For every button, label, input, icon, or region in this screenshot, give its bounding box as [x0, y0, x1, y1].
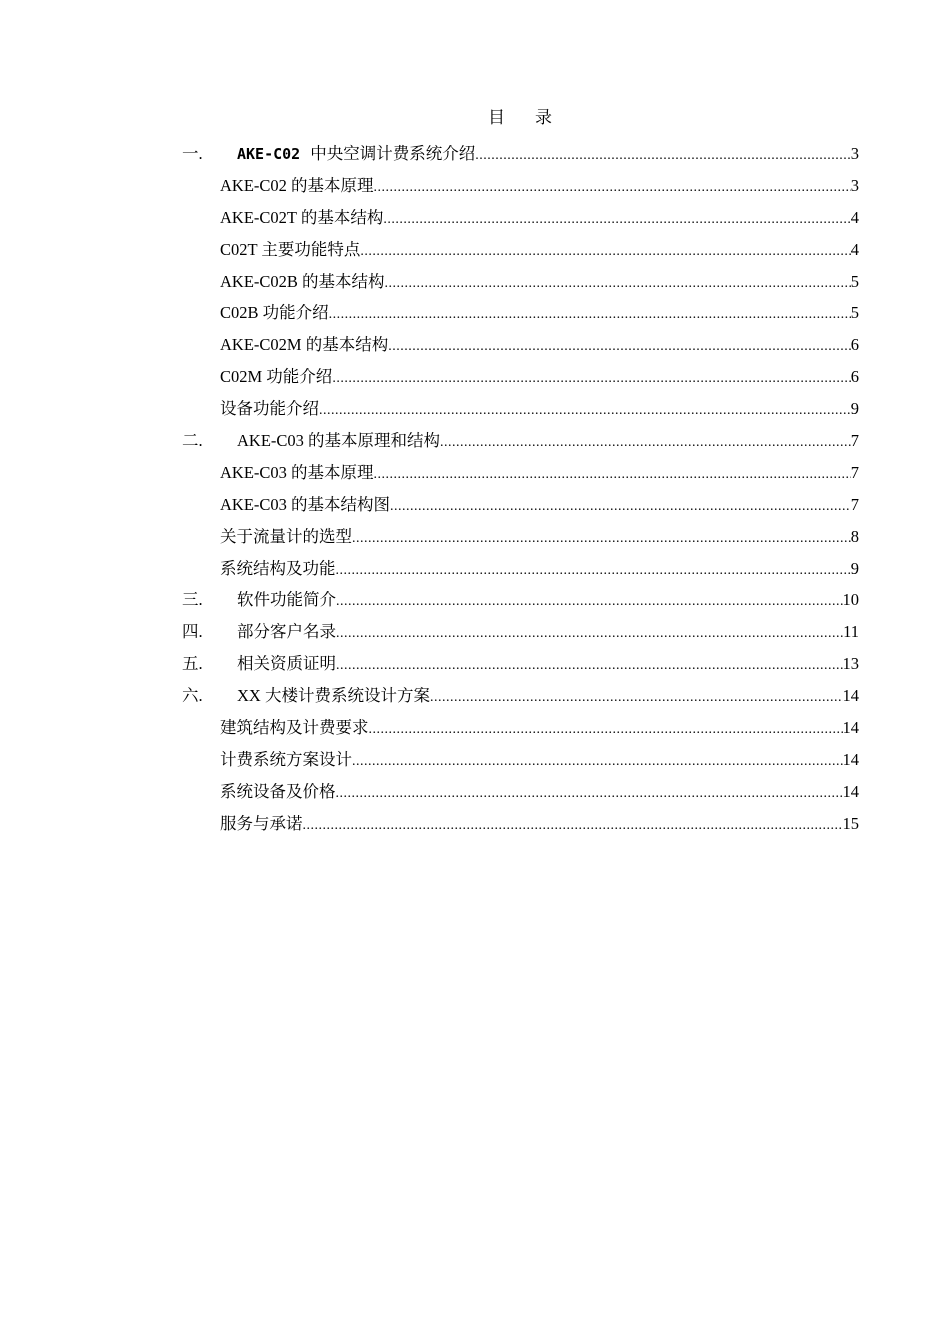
toc-page-number: 6: [850, 367, 859, 387]
toc-entry-label: 软件功能简介: [237, 590, 336, 610]
toc-entry-title: [237, 616, 336, 648]
toc-page-number: 7: [850, 462, 859, 482]
toc-entry-label: AKE-C02M 的基本结构: [220, 335, 389, 355]
toc-dot-leader: [336, 778, 843, 810]
toc-dot-leader: [374, 459, 851, 491]
toc-entry-label: 系统结构及功能: [220, 558, 336, 578]
toc-entry-title: [220, 776, 336, 808]
toc-page-number: 7: [850, 431, 859, 451]
toc-section-entry[interactable]: [182, 329, 859, 361]
toc-entry-label: 中央空调计费系统介绍: [310, 144, 476, 163]
toc-page-number: 13: [842, 654, 859, 674]
toc-entry-label: 计费系统方案设计: [220, 749, 352, 769]
toc-page-number: 3: [850, 144, 859, 163]
toc-title: [0, 103, 950, 128]
toc-entry-title: [220, 170, 374, 202]
toc-dot-leader: [336, 586, 843, 618]
toc-dot-leader: [336, 555, 851, 587]
toc-entry-title: [220, 393, 319, 425]
toc-page-number: 4: [850, 239, 859, 259]
toc-page-number: 3: [850, 175, 859, 195]
toc-entry-label: 相关资质证明: [237, 654, 336, 674]
toc-section-entry[interactable]: [182, 712, 859, 744]
toc-page-number: 14: [842, 718, 859, 738]
toc-dot-leader: [374, 172, 851, 204]
toc-entry-title: [220, 266, 385, 298]
toc-entry-title: [220, 234, 360, 266]
toc-entry-number: 五.: [182, 654, 203, 674]
toc-entry-number: 三.: [182, 590, 203, 610]
toc-dot-leader: [430, 682, 843, 714]
toc-entry-label: 建筑结构及计费要求: [220, 718, 369, 738]
toc-entry-label: C02T 主要功能特点: [220, 239, 361, 259]
toc-page-number: 10: [842, 590, 859, 610]
toc-page-number: 6: [850, 335, 859, 355]
toc-section-entry[interactable]: [182, 521, 859, 553]
toc-chapter-entry[interactable]: [182, 680, 859, 712]
toc-entry-title: [237, 648, 336, 680]
toc-dot-leader: [336, 650, 843, 682]
toc-entry-label: C02B 功能介绍: [220, 303, 329, 323]
toc-entry-label: AKE-C03 的基本结构图: [220, 494, 391, 514]
toc-section-entry[interactable]: [182, 297, 859, 329]
toc-entry-title: [220, 361, 332, 393]
toc-entry-title: [220, 489, 390, 521]
toc-dot-leader: [388, 331, 851, 363]
toc-entry-label: AKE-C02T 的基本结构: [220, 207, 384, 227]
toc-section-entry[interactable]: [182, 489, 859, 521]
toc-entry-title: [237, 138, 475, 171]
toc-page-number: 5: [850, 303, 859, 323]
toc-page-number: 15: [842, 813, 859, 833]
toc-entry-number: 一.: [182, 144, 203, 163]
toc-entry-label: 系统设备及价格: [220, 781, 336, 801]
toc-dot-leader: [329, 299, 851, 331]
toc-section-entry[interactable]: [182, 202, 859, 234]
toc-title-left: 目: [488, 108, 505, 127]
toc-section-entry[interactable]: [182, 457, 859, 489]
toc-entry-title: [220, 808, 303, 840]
toc-section-entry[interactable]: [182, 266, 859, 298]
toc-entry-number: 二.: [182, 431, 203, 451]
toc-dot-leader: [332, 363, 850, 395]
toc-section-entry[interactable]: [182, 234, 859, 266]
toc-entry-label: AKE-C03 的基本原理: [220, 462, 374, 482]
toc-dot-leader: [369, 714, 843, 746]
toc-chapter-entry[interactable]: [182, 648, 859, 680]
toc-page-number: 9: [850, 399, 859, 419]
toc-dot-leader: [352, 523, 851, 555]
toc-entry-code: AKE-C02: [237, 145, 301, 163]
toc-section-entry[interactable]: [182, 808, 859, 840]
toc-dot-leader: [303, 810, 843, 842]
toc-entry-number: 六.: [182, 686, 203, 706]
toc-entry-title: [220, 712, 369, 744]
table-of-contents: [182, 138, 859, 840]
toc-dot-leader: [475, 140, 851, 172]
toc-entry-title: [220, 744, 352, 776]
toc-entry-label: 服务与承诺: [220, 813, 303, 833]
toc-entry-title: [237, 680, 430, 712]
toc-entry-label: XX 大楼计费系统设计方案: [237, 686, 430, 706]
toc-entry-title: [220, 553, 336, 585]
toc-entry-label: AKE-C02 的基本原理: [220, 175, 374, 195]
toc-entry-label: AKE-C02B 的基本结构: [220, 271, 385, 291]
toc-dot-leader: [440, 427, 851, 459]
toc-dot-leader: [390, 491, 851, 523]
toc-entry-number: 四.: [182, 622, 203, 642]
toc-section-entry[interactable]: [182, 553, 859, 585]
toc-chapter-entry[interactable]: [182, 425, 859, 457]
toc-dot-leader: [336, 618, 843, 650]
toc-page-number: 14: [842, 749, 859, 769]
toc-page-number: 9: [850, 558, 859, 578]
toc-chapter-entry[interactable]: [182, 138, 859, 170]
toc-entry-title: [220, 521, 352, 553]
toc-dot-leader: [385, 268, 851, 300]
toc-dot-leader: [360, 236, 850, 268]
toc-page-number: 8: [850, 526, 859, 546]
toc-entry-label: C02M 功能介绍: [220, 367, 333, 387]
toc-page-number: 14: [842, 781, 859, 801]
toc-dot-leader: [383, 204, 850, 236]
toc-entry-label: AKE-C03 的基本原理和结构: [237, 431, 441, 451]
toc-section-entry[interactable]: [182, 361, 859, 393]
toc-dot-leader: [319, 395, 851, 427]
toc-page-number: 5: [850, 271, 859, 291]
toc-title-right: 录: [535, 108, 552, 127]
toc-entry-title: [237, 425, 440, 457]
toc-page-number: 14: [842, 686, 859, 706]
toc-section-entry[interactable]: [182, 393, 859, 425]
toc-page-number: 11: [843, 622, 859, 642]
toc-chapter-entry[interactable]: [182, 616, 859, 648]
toc-entry-label: 关于流量计的选型: [220, 526, 352, 546]
toc-dot-leader: [352, 746, 843, 778]
toc-chapter-entry[interactable]: [182, 584, 859, 616]
toc-entry-title: [220, 202, 383, 234]
toc-section-entry[interactable]: [182, 776, 859, 808]
toc-entry-title: [237, 584, 336, 616]
toc-page-number: 4: [850, 207, 859, 227]
toc-entry-label: 部分客户名录: [237, 622, 336, 642]
toc-entry-title: [220, 329, 388, 361]
toc-entry-label: 设备功能介绍: [220, 399, 319, 419]
toc-entry-title: [220, 457, 374, 489]
toc-section-entry[interactable]: [182, 170, 859, 202]
toc-section-entry[interactable]: [182, 744, 859, 776]
toc-entry-title: [220, 297, 329, 329]
toc-page-number: 7: [850, 494, 859, 514]
